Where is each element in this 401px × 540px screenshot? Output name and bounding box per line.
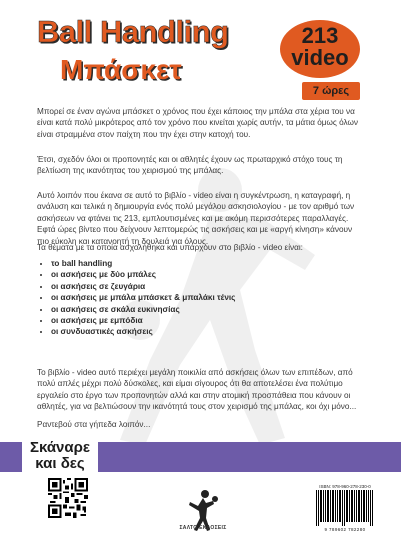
video-count-badge — [280, 20, 360, 78]
list-item: • το ball handling — [51, 258, 351, 269]
book-title: Ball Handling — [37, 14, 229, 49]
hours-badge: 7 ώρες — [302, 82, 360, 100]
barcode-block — [312, 484, 378, 534]
barcode — [315, 490, 375, 526]
paragraph-intro: Μπορεί σε έναν αγώνα μπάσκετ ο χρόνος που έχει κάποιος την μπάλα στα χέρια του να είναι κατά πολύ μικρότερος από τον χρόνο που κινείται χωρίς αυτήν, τα μάτια όμως όλων είναι στραμμένα στον παίχτη που την έχει στην κατοχή του. — [37, 107, 358, 139]
isbn-text: ISBN: 978-960-278-230-0 — [319, 484, 371, 489]
list-item: • οι ασκήσεις σε σκάλα ευκινησίας — [51, 304, 351, 315]
barcode-number: 9 789602 782280 — [324, 527, 366, 532]
paragraph-summary: Το βιβλίο - video αυτό περιέχει μεγάλη ποικιλία από ασκήσεις όλων των επιπέδων, από πολύ απλές μέχρι πολύ δύσκολες, και είμαι σίγουρος ότι θα αποτελέσει ένα πολύτιμο εργαλείο στο έργο των προπονητών αλλά και στην ατομική προσπάθεια που κάνουν οι αθλητές, για να βελτιώσουν την ικανότητά τους στον χειρισμό της μπάλας, κοι όχι μόνο... — [37, 368, 357, 412]
list-item: • οι ασκήσεις σε ζευγάρια — [51, 281, 351, 292]
scan-label-line2: και δες — [35, 455, 85, 472]
video-count: 213 — [301, 23, 339, 48]
paragraph-book: Αυτό λοιπόν που έκανα σε αυτό το βιβλίο - video είναι η συγκέντρωση, η καταγραφή, η ανάλυση και τελικά η δημιουργία ενός πολύ μεγάλου ασκησιολογίου - με τον αριθμό των ασκήσεων να φτάνει τις 213, εμπλουτισμένες και με ακόμη περισσότερες παραλλαγές. Εφτά ώρες βίντεο που δείχνουν λεπτομερώς τις ασκήσεις και με «αργή κίνηση» κάνουν πιο εύκολη και κατανοητή τη δουλειά για όλους. — [37, 191, 355, 246]
paragraph-coaches: Έτσι, σχεδόν όλοι οι προπονητές και οι αθλητές έχουν ως πρωταρχικό στόχο τους τη βελτίωση της ικανότητας του χειρισμού της μπάλας. — [37, 155, 343, 176]
scan-label-line1: Σκάναρε — [29, 439, 91, 456]
list-item: • οι ασκήσεις με εμπόδια — [51, 315, 351, 326]
topics-list — [37, 258, 351, 338]
list-item: • οι ασκήσεις με μπάλα μπάσκετ & μπαλάκι τένις — [51, 292, 351, 303]
paragraph-closing: Ραντεβού στα γήπεδα λοιπόν... — [37, 420, 151, 429]
list-item: • οι συνδυαστικές ασκήσεις — [51, 326, 351, 337]
scan-label — [24, 440, 96, 472]
publisher-name: ΣΑΛΤΟ ΕΚΔΟΣΕΙΣ — [179, 525, 227, 531]
list-item: • οι ασκήσεις με δύο μπάλες — [51, 269, 351, 280]
video-label: video — [291, 45, 349, 70]
qr-code[interactable] — [48, 478, 88, 518]
book-subtitle: Μπάσκετ — [60, 54, 182, 85]
paragraph-topics-intro: Τα θέματα με τα οποία ασχολήθηκα και υπάρχουν στο βιβλίο - video είναι: — [37, 243, 303, 252]
